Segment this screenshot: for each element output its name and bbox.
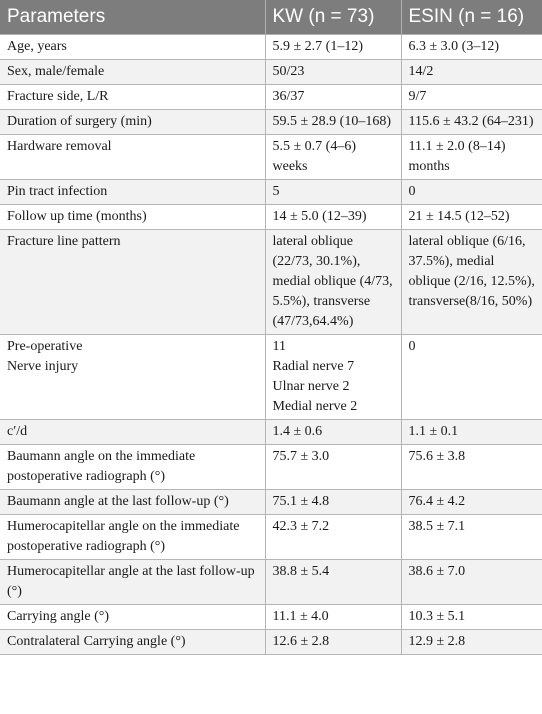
parameter-cell [0,60,265,85]
cell-text: 1.1 ± 0.1 [408,424,459,439]
kw-value-cell [265,230,401,335]
cell-text: 12.6 ± 2.8 [272,634,330,649]
kw-value-cell [265,515,401,560]
table-header [0,0,542,35]
kw-value-cell [265,630,401,655]
cell-text: 5 [272,184,280,199]
table-row [0,605,542,630]
table-body [0,35,542,655]
cell-text: 38.8 ± 5.4 [272,564,330,579]
cell-text: c′/d [7,424,28,439]
cell-text: 11.1 ± 4.0 [272,609,329,624]
kw-value-cell [265,560,401,605]
cell-text: 115.6 ± 43.2 (64–231) [408,114,534,129]
cell-text: Pin tract infection [7,184,108,199]
esin-value-cell [401,135,542,180]
esin-value-cell [401,335,542,420]
esin-value-cell [401,35,542,60]
cell-text: 12.9 ± 2.8 [408,634,466,649]
table-row [0,85,542,110]
cell-text: Duration of surgery (min) [7,114,152,129]
cell-text: Contralateral Carrying angle (°) [7,634,186,649]
table-row [0,230,542,335]
cell-text: Fracture side, L/R [7,89,109,104]
parameter-cell [0,420,265,445]
cell-text: 59.5 ± 28.9 (10–168) [272,114,392,129]
esin-value-cell [401,110,542,135]
table-row [0,335,542,420]
esin-value-cell [401,205,542,230]
parameter-cell [0,85,265,110]
table-row [0,110,542,135]
cell-text: Fracture line pattern [7,234,121,249]
table-row [0,135,542,180]
kw-value-cell [265,605,401,630]
cell-text: lateral oblique (22/73, 30.1%), medial oblique (4/73, 5.5%), transverse (47/73,64.4%) [272,234,393,329]
parameter-cell [0,605,265,630]
kw-value-cell [265,445,401,490]
parameter-cell [0,560,265,605]
kw-value-cell [265,205,401,230]
table-row [0,515,542,560]
kw-value-cell [265,35,401,60]
kw-value-cell [265,60,401,85]
kw-value-cell [265,335,401,420]
cell-text: 38.6 ± 7.0 [408,564,466,579]
esin-value-cell [401,230,542,335]
cell-text: 11.1 ± 2.0 (8–14) months [408,139,506,174]
cell-text: 0 [408,184,416,199]
esin-value-cell [401,605,542,630]
cell-text: 5.9 ± 2.7 (1–12) [272,39,364,54]
cell-text: Nerve injury [7,359,79,374]
header-row [0,0,542,35]
cell-text: 14 ± 5.0 (12–39) [272,209,367,224]
esin-value-cell [401,180,542,205]
table-row [0,205,542,230]
esin-value-cell [401,630,542,655]
cell-text: Medial nerve 2 [272,399,358,414]
cell-text: 38.5 ± 7.1 [408,519,466,534]
kw-value-cell [265,85,401,110]
parameter-cell [0,135,265,180]
cell-text: Ulnar nerve 2 [272,379,350,394]
cell-text: 75.6 ± 3.8 [408,449,466,464]
cell-text: Humerocapitellar angle on the immediate postoperative radiograph (°) [7,519,240,554]
cell-text: Sex, male/female [7,64,105,79]
cell-text: Humerocapitellar angle at the last follow-up (°) [7,564,255,599]
header-esin: ESIN (n = 16) [401,0,542,35]
esin-value-cell [401,490,542,515]
kw-value-cell [265,110,401,135]
cell-text: 21 ± 14.5 (12–52) [408,209,510,224]
header-kw: KW (n = 73) [265,0,401,35]
header-parameters: Parameters [0,0,265,35]
cell-text: Follow up time (months) [7,209,147,224]
parameter-cell [0,445,265,490]
cell-text: 76.4 ± 4.2 [408,494,466,509]
parameter-cell [0,630,265,655]
table-row [0,445,542,490]
cell-text: 9/7 [408,89,427,104]
parameter-cell [0,230,265,335]
parameter-cell [0,490,265,515]
cell-text: 36/37 [272,89,305,104]
esin-value-cell [401,60,542,85]
cell-text: 11 [272,339,286,354]
cell-text: 75.1 ± 4.8 [272,494,330,509]
table-row [0,490,542,515]
table-row [0,180,542,205]
cell-text: Baumann angle on the immediate postoperative radiograph (°) [7,449,196,484]
table-row [0,35,542,60]
table-row [0,60,542,85]
esin-value-cell [401,560,542,605]
esin-value-cell [401,445,542,490]
cell-text: 42.3 ± 7.2 [272,519,330,534]
cell-text: Carrying angle (°) [7,609,110,624]
parameter-cell [0,180,265,205]
cell-text: 6.3 ± 3.0 (3–12) [408,39,500,54]
cell-text: Radial nerve 7 [272,359,355,374]
parameter-cell [0,335,265,420]
cell-text: 14/2 [408,64,434,79]
cell-text: 75.7 ± 3.0 [272,449,330,464]
parameter-cell [0,110,265,135]
cell-text: Pre-operative [7,339,83,354]
kw-value-cell [265,490,401,515]
table-row [0,560,542,605]
parameter-cell [0,515,265,560]
cell-text: lateral oblique (6/16, 37.5%), medial oblique (2/16, 12.5%), transverse(8/16, 50%) [408,234,535,309]
parameter-cell [0,35,265,60]
cell-text: Baumann angle at the last follow-up (°) [7,494,229,509]
kw-value-cell [265,180,401,205]
table-row [0,420,542,445]
kw-value-cell [265,135,401,180]
cell-text: 1.4 ± 0.6 [272,424,323,439]
cell-text: 50/23 [272,64,305,79]
table-row [0,630,542,655]
kw-value-cell [265,420,401,445]
cell-text: Hardware removal [7,139,112,154]
cell-text: Age, years [7,39,67,54]
cell-text: 0 [408,339,416,354]
cell-text: 5.5 ± 0.7 (4–6) weeks [272,139,357,174]
cell-text: 10.3 ± 5.1 [408,609,466,624]
esin-value-cell [401,515,542,560]
parameter-cell [0,205,265,230]
esin-value-cell [401,420,542,445]
esin-value-cell [401,85,542,110]
